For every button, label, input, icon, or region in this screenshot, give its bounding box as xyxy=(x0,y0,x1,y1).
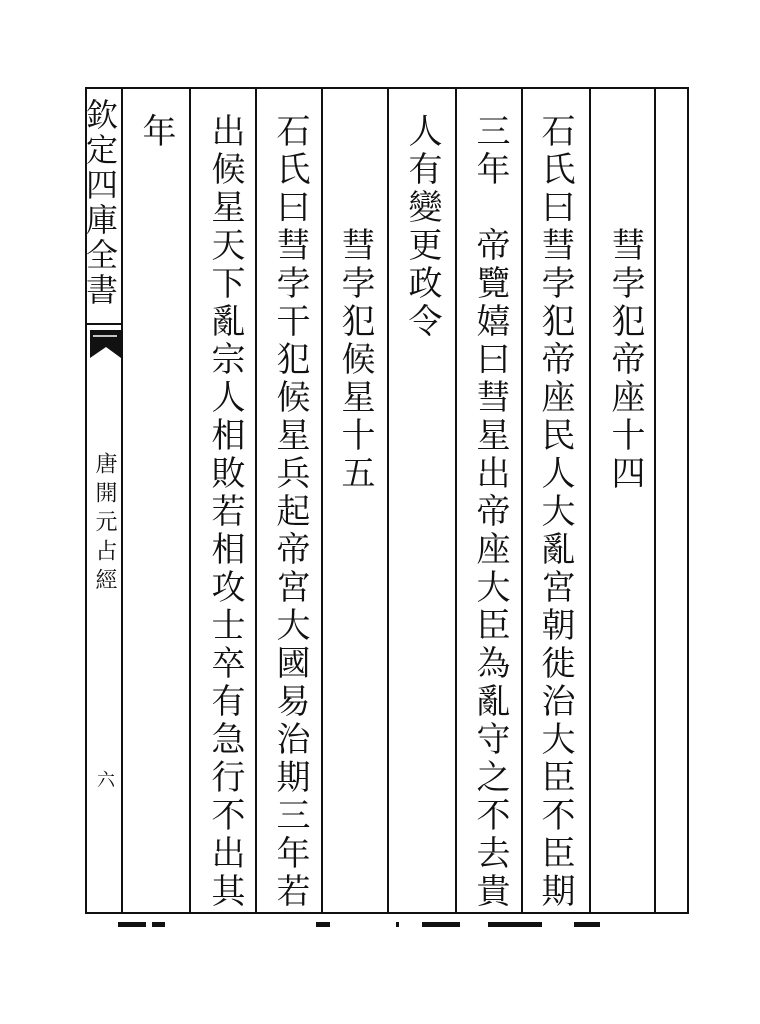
section-heading-second: 彗孛犯候星十五 xyxy=(335,227,375,493)
column-divider xyxy=(189,89,191,912)
text-column: 出候星天下亂宗人相敗若相攻士卒有急行不出其 xyxy=(205,113,245,911)
section-heading-first: 彗孛犯帝座十四 xyxy=(605,227,645,493)
text-column: 石氏曰彗孛干犯候星兵起帝宮大國易治期三年若 xyxy=(270,113,310,911)
fish-tail-icon xyxy=(87,320,121,364)
book-title: 唐開元占經 xyxy=(92,452,117,597)
leaf-number: 六 xyxy=(94,770,115,788)
scan-speck xyxy=(574,922,600,927)
text-column-segment: 三年 xyxy=(470,113,510,189)
scan-speck xyxy=(396,922,399,927)
column-divider xyxy=(321,89,323,912)
column-divider xyxy=(654,89,656,912)
column-divider xyxy=(387,89,389,912)
column-divider xyxy=(121,89,123,912)
frame-bottom-rule xyxy=(85,912,689,914)
scan-speck xyxy=(422,922,460,927)
frame-right-rule xyxy=(687,87,689,914)
collection-title: 欽定四庫全書 xyxy=(81,98,119,308)
text-column: 人有變更政令 xyxy=(402,113,442,341)
scan-speck xyxy=(316,922,330,927)
column-divider xyxy=(455,89,457,912)
column-divider xyxy=(521,89,523,912)
column-divider xyxy=(255,89,257,912)
scan-speck xyxy=(152,922,165,927)
text-column: 年 xyxy=(136,113,176,151)
column-divider xyxy=(589,89,591,912)
text-column-segment: 帝覽嬉曰彗星出帝座大臣為亂守之不去貴 xyxy=(470,227,510,911)
margin-title-clip xyxy=(81,96,121,316)
scan-speck xyxy=(488,922,542,927)
text-column: 石氏曰彗孛犯帝座民人大亂宮朝徙治大臣不臣期 xyxy=(535,113,575,911)
scan-speck xyxy=(118,922,146,927)
